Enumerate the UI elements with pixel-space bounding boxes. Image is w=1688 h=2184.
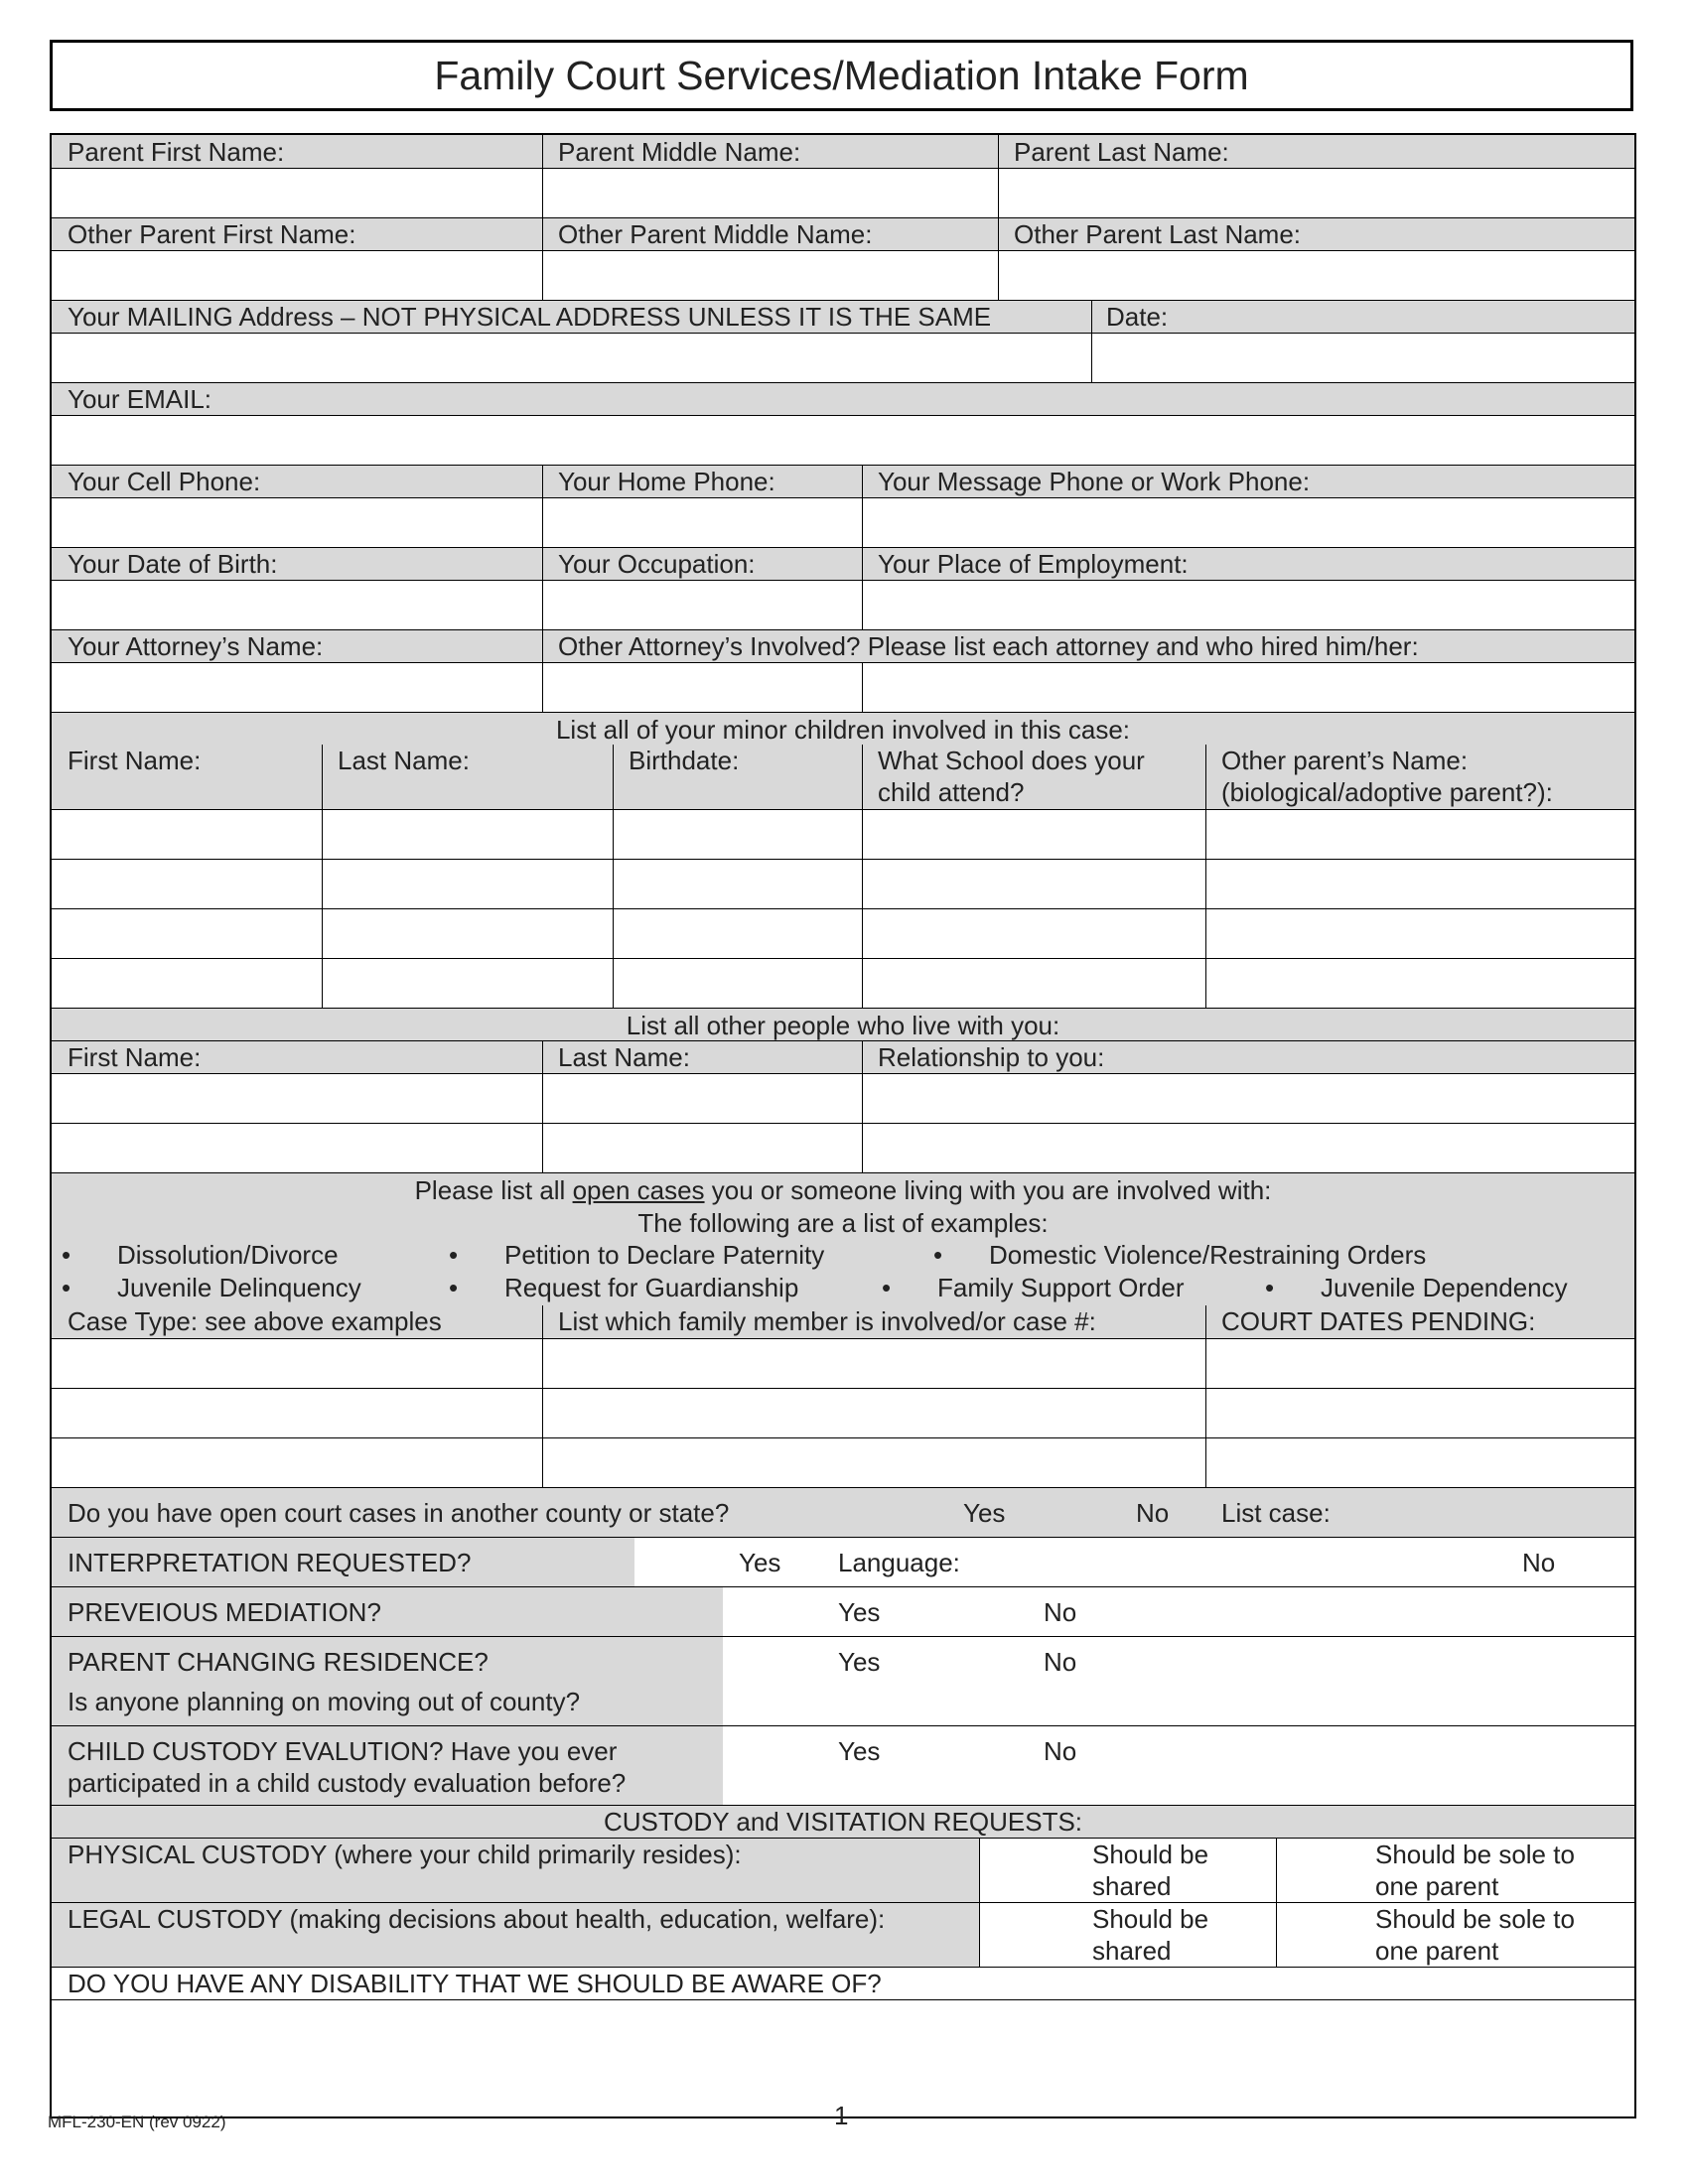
open-cases-examples-intro: The following are a list of examples: [637,1208,1049,1238]
evaluation-label-2: participated in a child custody evaluation before? [68,1768,627,1798]
case-type-field[interactable] [52,1388,542,1437]
legal-shared-option[interactable]: Should be shared [1092,1904,1209,1966]
other-parent-middle-name-label: Other Parent Middle Name: [558,219,873,249]
home-phone-field[interactable] [542,497,862,547]
example-paternity: • Petition to Declare Paternity [449,1240,825,1270]
message-phone-label: Your Message Phone or Work Phone: [878,467,1311,496]
other-attorney-field-2[interactable] [862,662,1634,712]
mailing-address-field[interactable] [52,333,1091,382]
message-phone-field[interactable] [862,497,1634,547]
children-heading: List all of your minor children involved in this case: [555,715,1131,745]
cell-phone-field[interactable] [52,497,542,547]
child-birthdate-field[interactable] [613,958,862,1008]
legal-custody-label: LEGAL CUSTODY (making decisions about health, education, welfare): [68,1904,886,1934]
child-last-name-field[interactable] [322,809,613,859]
previous-mediation-no[interactable]: No [1044,1597,1077,1627]
residence-sub-label: Is anyone planning on moving out of county? [68,1687,581,1716]
household-first-name-label: First Name: [68,1042,202,1072]
child-other-parent-field[interactable] [1205,908,1634,958]
example-juvenile-dependency: • Juvenile Dependency [1265,1273,1568,1302]
interpretation-language-label: Language: [838,1548,960,1577]
household-heading: List all other people who live with you: [626,1011,1060,1040]
residence-no[interactable]: No [1044,1647,1077,1677]
child-other-parent-field[interactable] [1205,859,1634,908]
other-county-question: Do you have open court cases in another county or state? [68,1498,730,1528]
other-parent-first-name-label: Other Parent First Name: [68,219,356,249]
other-parent-middle-name-field[interactable] [542,250,998,300]
attorney-name-field[interactable] [52,662,542,712]
parent-first-name-label: Parent First Name: [68,137,285,167]
child-school-label-2: child attend? [878,777,1025,807]
case-type-field[interactable] [52,1338,542,1388]
child-other-parent-field[interactable] [1205,958,1634,1008]
page-number: 1 [834,2101,849,2130]
court-dates-field[interactable] [1205,1388,1634,1437]
household-last-name-field[interactable] [542,1073,862,1123]
evaluation-no[interactable]: No [1044,1736,1077,1766]
other-parent-last-name-label: Other Parent Last Name: [1014,219,1302,249]
mailing-address-label: Your MAILING Address – NOT PHYSICAL ADDRESS UNLESS IT IS THE SAME [68,302,992,332]
court-dates-field[interactable] [1205,1338,1634,1388]
other-attorneys-label: Other Attorney’s Involved? Please list each attorney and who hired him/her: [558,631,1419,661]
interpretation-no[interactable]: No [1522,1548,1556,1577]
child-school-label: What School does your [878,746,1145,775]
form-code: MFL-230-EN (rev 0922) [48,2113,226,2131]
occupation-field[interactable] [542,580,862,629]
household-last-name-field[interactable] [542,1123,862,1172]
child-other-parent-field[interactable] [1205,809,1634,859]
email-field[interactable] [52,415,1634,465]
child-school-field[interactable] [862,859,1205,908]
child-last-name-label: Last Name: [338,746,470,775]
other-attorney-field-1[interactable] [542,662,862,712]
date-label: Date: [1106,302,1169,332]
email-label: Your EMAIL: [68,384,212,414]
interpretation-label: INTERPRETATION REQUESTED? [68,1548,472,1577]
child-birthdate-field[interactable] [613,908,862,958]
child-first-name-field[interactable] [52,908,322,958]
date-field[interactable] [1091,333,1634,382]
personal-header [52,547,1634,580]
household-relationship-field[interactable] [862,1123,1634,1172]
form-title: Family Court Services/Mediation Intake Form [50,40,1633,111]
disability-label: DO YOU HAVE ANY DISABILITY THAT WE SHOULD BE AWARE OF? [68,1969,882,1998]
cell-phone-label: Your Cell Phone: [68,467,261,496]
household-last-name-label: Last Name: [558,1042,690,1072]
household-first-name-field[interactable] [52,1123,542,1172]
phones-header [52,465,1634,497]
household-relationship-label: Relationship to you: [878,1042,1105,1072]
child-first-name-label: First Name: [68,746,202,775]
other-parent-last-name-field[interactable] [998,250,1634,300]
case-type-label: Case Type: see above examples [68,1306,442,1336]
open-cases-instruction: Please list all open cases you or someone living with you are involved with: [414,1175,1272,1205]
physical-sole-option[interactable]: Should be sole to one parent [1375,1840,1575,1901]
attorney-name-label: Your Attorney’s Name: [68,631,324,661]
interpretation-yes[interactable]: Yes [739,1548,781,1577]
example-domestic-violence: • Domestic Violence/Restraining Orders [933,1240,1427,1270]
court-dates-label: COURT DATES PENDING: [1221,1306,1536,1336]
family-member-field[interactable] [542,1388,1205,1437]
previous-mediation-label: PREVEIOUS MEDIATION? [68,1597,381,1627]
other-county-no[interactable]: No [1136,1498,1170,1528]
child-birthdate-label: Birthdate: [629,746,740,775]
home-phone-label: Your Home Phone: [558,467,775,496]
child-first-name-field[interactable] [52,958,322,1008]
physical-shared-option[interactable]: Should be shared [1092,1840,1209,1901]
residence-yes[interactable]: Yes [838,1647,881,1677]
court-dates-field[interactable] [1205,1437,1634,1487]
household-relationship-field[interactable] [862,1073,1634,1123]
child-first-name-field[interactable] [52,859,322,908]
child-first-name-field[interactable] [52,809,322,859]
residence-label: PARENT CHANGING RESIDENCE? [68,1647,489,1677]
parent-last-name-label: Parent Last Name: [1014,137,1229,167]
parent-names-header [52,135,1634,168]
parent-last-name-field[interactable] [998,168,1634,217]
child-other-parent-label: Other parent’s Name: [1221,746,1469,775]
custody-heading: CUSTODY and VISITATION REQUESTS: [603,1807,1083,1837]
child-birthdate-field[interactable] [613,859,862,908]
case-type-field[interactable] [52,1437,542,1487]
email-header [52,382,1634,415]
parent-middle-name-label: Parent Middle Name: [558,137,801,167]
custody-header [52,1805,1634,1838]
child-last-name-field[interactable] [322,958,613,1008]
child-school-field[interactable] [862,809,1205,859]
child-other-parent-label-2: (biological/adoptive parent?): [1221,777,1553,807]
disability-field[interactable] [52,1999,1634,2116]
household-first-name-field[interactable] [52,1073,542,1123]
parent-first-name-field[interactable] [52,168,542,217]
child-last-name-field[interactable] [322,859,613,908]
employment-field[interactable] [862,580,1634,629]
example-guardianship: • Request for Guardianship [449,1273,799,1302]
dob-label: Your Date of Birth: [68,549,278,579]
occupation-label: Your Occupation: [558,549,756,579]
other-county-yes[interactable]: Yes [963,1498,1006,1528]
family-member-field[interactable] [542,1437,1205,1487]
other-parent-first-name-field[interactable] [52,250,542,300]
family-member-field[interactable] [542,1338,1205,1388]
example-dissolution: • Dissolution/Divorce [62,1240,339,1270]
child-last-name-field[interactable] [322,908,613,958]
example-juvenile-delinquency: • Juvenile Delinquency [62,1273,361,1302]
other-county-list-case-label: List case: [1221,1498,1331,1528]
dob-field[interactable] [52,580,542,629]
family-member-label: List which family member is involved/or case #: [558,1306,1096,1336]
child-school-field[interactable] [862,908,1205,958]
previous-mediation-yes[interactable]: Yes [838,1597,881,1627]
evaluation-yes[interactable]: Yes [838,1736,881,1766]
employment-label: Your Place of Employment: [878,549,1189,579]
example-family-support: • Family Support Order [882,1273,1185,1302]
physical-custody-label: PHYSICAL CUSTODY (where your child primarily resides): [68,1840,742,1869]
legal-sole-option[interactable]: Should be sole to one parent [1375,1904,1575,1966]
parent-middle-name-field[interactable] [542,168,998,217]
intake-form [50,133,1636,2118]
evaluation-label: CHILD CUSTODY EVALUTION? Have you ever [68,1736,618,1766]
child-birthdate-field[interactable] [613,809,862,859]
child-school-field[interactable] [862,958,1205,1008]
